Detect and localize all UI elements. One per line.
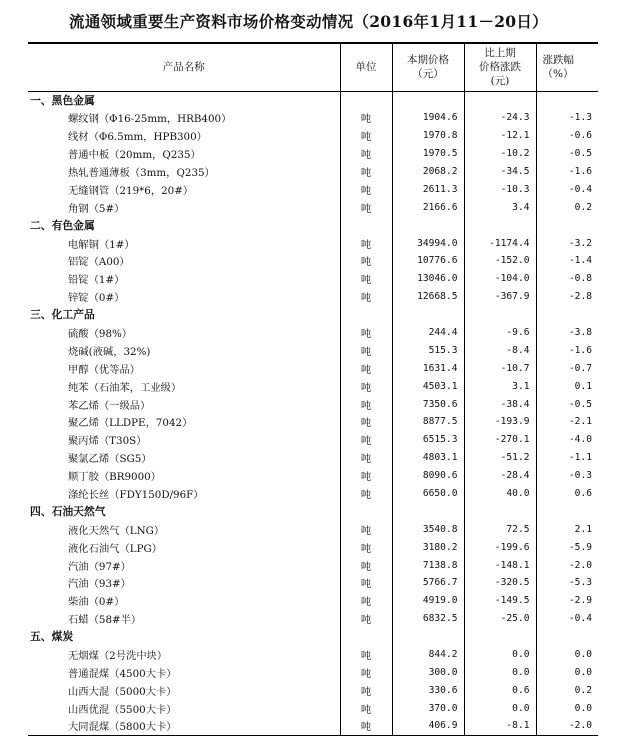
cell-price: 1970.5 xyxy=(392,145,464,163)
cell-name: 汽油（93#） xyxy=(68,578,131,591)
cell-name: 螺纹钢（Φ16-25mm，HRB400） xyxy=(68,113,232,126)
cell-name: 聚丙烯（T30S） xyxy=(68,435,147,448)
table-row xyxy=(28,467,598,485)
cell-change xyxy=(464,502,536,520)
cell-change xyxy=(464,628,536,646)
cell-price xyxy=(392,628,464,646)
cell-unit: 吨 xyxy=(340,610,392,628)
cell-unit: 吨 xyxy=(340,341,392,359)
cell-unit xyxy=(340,502,392,520)
cell-name: 柴油（0#） xyxy=(68,596,125,609)
cell-price: 515.3 xyxy=(392,341,464,359)
header-name: 产品名称 xyxy=(28,43,340,91)
cell-name: 山西优混（5500大卡） xyxy=(68,703,177,716)
cell-price: 5766.7 xyxy=(392,574,464,592)
cell-change: 3.4 xyxy=(464,198,536,216)
cell-unit: 吨 xyxy=(340,395,392,413)
cell-pct: -3.8 xyxy=(536,324,598,342)
header-price-line: 本期价格 xyxy=(407,54,449,67)
cell-unit: 吨 xyxy=(340,485,392,503)
table-row xyxy=(28,556,598,574)
cell-pct: -5.9 xyxy=(536,538,598,556)
cell-unit: 吨 xyxy=(340,664,392,682)
header-unit: 单位 xyxy=(340,43,392,91)
cell-change: 3.1 xyxy=(464,377,536,395)
cell-pct: 0.1 xyxy=(536,377,598,395)
table-row xyxy=(28,234,598,252)
table-row xyxy=(28,341,598,359)
cell-price: 1631.4 xyxy=(392,359,464,377)
table-row xyxy=(28,717,598,735)
header-change-line: 比上期 xyxy=(484,47,516,60)
cell-name: 无烟煤（2号洗中块） xyxy=(68,650,168,663)
cell-pct: -2.8 xyxy=(536,288,598,306)
category-row xyxy=(28,91,598,109)
cell-pct: -1.6 xyxy=(536,163,598,181)
cell-pct: -1.3 xyxy=(536,109,598,127)
cell-pct: -4.0 xyxy=(536,431,598,449)
table-row xyxy=(28,449,598,467)
table-row xyxy=(28,288,598,306)
cell-change xyxy=(464,216,536,234)
cell-price: 406.9 xyxy=(392,717,464,735)
cell-pct: 2.1 xyxy=(536,520,598,538)
cell-name: 液化石油气（LPG） xyxy=(68,542,163,555)
cell-pct: -1.6 xyxy=(536,341,598,359)
category-row xyxy=(28,216,598,234)
cell-unit: 吨 xyxy=(340,324,392,342)
cell-name: 甲醇（优等品） xyxy=(68,363,141,376)
cell-change: -10.3 xyxy=(464,180,536,198)
cell-price: 1904.6 xyxy=(392,109,464,127)
table-row xyxy=(28,664,598,682)
cell-unit: 吨 xyxy=(340,163,392,181)
cell-unit: 吨 xyxy=(340,431,392,449)
cell-price: 3540.8 xyxy=(392,520,464,538)
cell-name: 无缝钢管（219*6，20#） xyxy=(68,184,194,197)
cell-unit: 吨 xyxy=(340,574,392,592)
table-row xyxy=(28,592,598,610)
cell-change: -9.6 xyxy=(464,324,536,342)
cell-name: 铝锭（A00） xyxy=(68,256,130,269)
cell-pct: -2.0 xyxy=(536,717,598,735)
cell-change: 72.5 xyxy=(464,520,536,538)
cell-unit: 吨 xyxy=(340,520,392,538)
cell-change: -51.2 xyxy=(464,449,536,467)
category-row xyxy=(28,502,598,520)
cell-change: -104.0 xyxy=(464,270,536,288)
cell-name: 顺丁胶（BR9000） xyxy=(68,471,162,484)
cell-name: 三、化工产品 xyxy=(30,308,95,322)
cell-price: 370.0 xyxy=(392,699,464,717)
cell-unit xyxy=(340,306,392,324)
cell-unit: 吨 xyxy=(340,127,392,145)
cell-change: 0.0 xyxy=(464,699,536,717)
cell-name: 聚乙烯（LLDPE，7042） xyxy=(68,417,193,430)
table-row xyxy=(28,145,598,163)
cell-pct xyxy=(536,502,598,520)
cell-pct: 0.0 xyxy=(536,664,598,682)
cell-price xyxy=(392,91,464,109)
cell-pct: -0.6 xyxy=(536,127,598,145)
cell-change: -8.4 xyxy=(464,341,536,359)
cell-change: -24.3 xyxy=(464,109,536,127)
cell-name: 普通中板（20mm，Q235） xyxy=(68,149,201,162)
cell-unit: 吨 xyxy=(340,592,392,610)
table-row xyxy=(28,127,598,145)
cell-unit: 吨 xyxy=(340,449,392,467)
cell-price: 244.4 xyxy=(392,324,464,342)
cell-price: 2166.6 xyxy=(392,198,464,216)
cell-unit xyxy=(340,216,392,234)
cell-pct xyxy=(536,91,598,109)
cell-price: 300.0 xyxy=(392,664,464,682)
cell-pct: -5.3 xyxy=(536,574,598,592)
cell-change: 0.6 xyxy=(464,681,536,699)
cell-change: -199.6 xyxy=(464,538,536,556)
table-row xyxy=(28,377,598,395)
cell-unit: 吨 xyxy=(340,646,392,664)
cell-change xyxy=(464,306,536,324)
cell-pct: -0.8 xyxy=(536,270,598,288)
cell-pct: 0.2 xyxy=(536,681,598,699)
header-change xyxy=(464,43,536,91)
cell-unit: 吨 xyxy=(340,556,392,574)
table-body xyxy=(28,91,598,735)
cell-unit: 吨 xyxy=(340,252,392,270)
price-table xyxy=(28,42,598,736)
cell-change: -270.1 xyxy=(464,431,536,449)
cell-unit: 吨 xyxy=(340,234,392,252)
table-row xyxy=(28,180,598,198)
cell-price: 8877.5 xyxy=(392,413,464,431)
cell-unit: 吨 xyxy=(340,699,392,717)
cell-change: -149.5 xyxy=(464,592,536,610)
cell-name: 角钢（5#） xyxy=(68,202,125,215)
cell-pct: -0.5 xyxy=(536,145,598,163)
cell-name: 液化天然气（LNG） xyxy=(68,524,165,537)
cell-pct xyxy=(536,306,598,324)
cell-name: 聚氯乙烯（SG5） xyxy=(68,453,152,466)
cell-price: 34994.0 xyxy=(392,234,464,252)
cell-unit: 吨 xyxy=(340,180,392,198)
cell-pct: -1.4 xyxy=(536,252,598,270)
cell-pct: -2.1 xyxy=(536,413,598,431)
cell-unit: 吨 xyxy=(340,198,392,216)
cell-name: 纯苯（石油苯，工业级） xyxy=(68,381,182,394)
table-row xyxy=(28,163,598,181)
cell-name: 一、黑色金属 xyxy=(30,93,95,107)
cell-change: -10.2 xyxy=(464,145,536,163)
cell-unit: 吨 xyxy=(340,681,392,699)
cell-price: 6515.3 xyxy=(392,431,464,449)
table-row xyxy=(28,324,598,342)
table-row xyxy=(28,413,598,431)
table-row xyxy=(28,681,598,699)
cell-price: 2068.2 xyxy=(392,163,464,181)
cell-price: 4919.0 xyxy=(392,592,464,610)
cell-change: -193.9 xyxy=(464,413,536,431)
cell-name: 大同混煤（5800大卡） xyxy=(28,717,340,735)
cell-change: -25.0 xyxy=(464,610,536,628)
cell-unit: 吨 xyxy=(340,145,392,163)
cell-change: -148.1 xyxy=(464,556,536,574)
cell-price: 4503.1 xyxy=(392,377,464,395)
cell-change: 40.0 xyxy=(464,485,536,503)
cell-price: 7350.6 xyxy=(392,395,464,413)
cell-name: 普通混煤（4500大卡） xyxy=(68,667,177,680)
cell-pct: -1.1 xyxy=(536,449,598,467)
cell-price xyxy=(392,306,464,324)
header-price-line: （元） xyxy=(412,68,444,81)
table-row xyxy=(28,610,598,628)
table-row xyxy=(28,646,598,664)
cell-name: 涤纶长丝（FDY150D/96F） xyxy=(68,489,204,502)
table-row xyxy=(28,359,598,377)
cell-name: 山西大混（5000大卡） xyxy=(68,685,177,698)
cell-price: 7138.8 xyxy=(392,556,464,574)
cell-name: 石蜡（58#半） xyxy=(68,614,142,627)
cell-change xyxy=(464,91,536,109)
cell-pct xyxy=(536,628,598,646)
cell-change: -10.7 xyxy=(464,359,536,377)
table-row xyxy=(28,252,598,270)
table-row xyxy=(28,520,598,538)
cell-name: 四、石油天然气 xyxy=(30,504,106,518)
cell-unit xyxy=(340,91,392,109)
cell-price: 3180.2 xyxy=(392,538,464,556)
cell-pct: -2.9 xyxy=(536,592,598,610)
cell-change: -152.0 xyxy=(464,252,536,270)
cell-change: 0.0 xyxy=(464,664,536,682)
cell-change: -34.5 xyxy=(464,163,536,181)
cell-change: -1174.4 xyxy=(464,234,536,252)
cell-name: 硫酸（98%） xyxy=(68,328,133,341)
cell-unit xyxy=(340,628,392,646)
cell-price: 844.2 xyxy=(392,646,464,664)
cell-unit: 吨 xyxy=(340,538,392,556)
cell-pct: 0.2 xyxy=(536,198,598,216)
cell-unit: 吨 xyxy=(340,270,392,288)
cell-pct: 0.0 xyxy=(536,646,598,664)
cell-pct: 0.6 xyxy=(536,485,598,503)
cell-price: 6650.0 xyxy=(392,485,464,503)
cell-name: 苯乙烯（一级品） xyxy=(68,399,151,412)
cell-unit: 吨 xyxy=(340,288,392,306)
cell-change: 0.0 xyxy=(464,646,536,664)
table-row xyxy=(28,538,598,556)
cell-price: 10776.6 xyxy=(392,252,464,270)
cell-pct: -0.4 xyxy=(536,610,598,628)
table-row xyxy=(28,485,598,503)
cell-name: 线材（Φ6.5mm，HPB300） xyxy=(68,131,207,144)
cell-price xyxy=(392,502,464,520)
cell-change: -367.9 xyxy=(464,288,536,306)
table-row xyxy=(28,198,598,216)
cell-change: -38.4 xyxy=(464,395,536,413)
cell-price: 6832.5 xyxy=(392,610,464,628)
cell-pct: -2.0 xyxy=(536,556,598,574)
category-row xyxy=(28,628,598,646)
cell-name: 锌锭（0#） xyxy=(68,292,125,305)
category-row xyxy=(28,306,598,324)
cell-price: 8090.6 xyxy=(392,467,464,485)
cell-name: 热轧普通薄板（3mm，Q235） xyxy=(68,167,215,179)
cell-pct: -0.4 xyxy=(536,180,598,198)
cell-price xyxy=(392,216,464,234)
cell-unit: 吨 xyxy=(340,109,392,127)
cell-change: -320.5 xyxy=(464,574,536,592)
cell-pct: 0.0 xyxy=(536,699,598,717)
header-change-line: (元) xyxy=(490,75,510,88)
cell-change: -28.4 xyxy=(464,467,536,485)
cell-name: 铅锭（1#） xyxy=(68,274,125,287)
cell-price: 330.6 xyxy=(392,681,464,699)
cell-pct: -0.7 xyxy=(536,359,598,377)
cell-pct: -0.3 xyxy=(536,467,598,485)
cell-price: 4803.1 xyxy=(392,449,464,467)
page-title: 流通领域重要生产资料市场价格变动情况（2016年1月11－20日） xyxy=(69,12,548,31)
table-row xyxy=(28,395,598,413)
header-pct: 涨跌幅 （%） xyxy=(536,43,598,91)
table-header xyxy=(28,43,598,91)
cell-price: 1970.8 xyxy=(392,127,464,145)
cell-name: 烧碱(液碱，32%) xyxy=(68,345,151,358)
table-row xyxy=(28,431,598,449)
cell-unit: 吨 xyxy=(340,359,392,377)
table-row xyxy=(28,699,598,717)
cell-name: 电解铜（1#） xyxy=(68,238,135,251)
cell-pct: -3.2 xyxy=(536,234,598,252)
cell-name: 五、煤炭 xyxy=(30,630,74,644)
table-row xyxy=(28,109,598,127)
cell-change: -8.1 xyxy=(464,717,536,735)
cell-price: 13046.0 xyxy=(392,270,464,288)
table-row xyxy=(28,270,598,288)
cell-unit: 吨 xyxy=(340,413,392,431)
cell-change: -12.1 xyxy=(464,127,536,145)
cell-price: 2611.3 xyxy=(392,180,464,198)
cell-unit: 吨 xyxy=(340,717,392,735)
cell-pct: -0.5 xyxy=(536,395,598,413)
cell-unit: 吨 xyxy=(340,467,392,485)
cell-pct xyxy=(536,216,598,234)
cell-price: 12668.5 xyxy=(392,288,464,306)
header-price xyxy=(392,43,464,91)
cell-name: 二、有色金属 xyxy=(30,218,95,232)
cell-unit: 吨 xyxy=(340,377,392,395)
table-row xyxy=(28,574,598,592)
header-change-line: 价格涨跌 xyxy=(479,61,521,74)
cell-name: 汽油（97#） xyxy=(68,560,131,573)
